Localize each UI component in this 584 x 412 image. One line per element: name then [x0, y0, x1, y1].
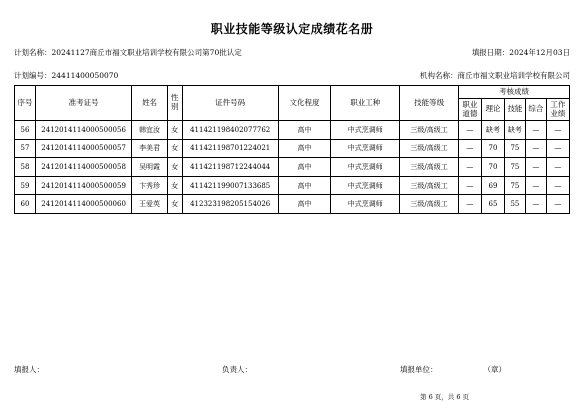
cell-skill: 55	[504, 195, 525, 214]
page-title: 职业技能等级认定成绩花名册	[210, 22, 374, 36]
header-skill: 技能	[504, 99, 525, 121]
unit-seal-label	[400, 364, 506, 375]
cell-skill: 缺考	[504, 121, 525, 140]
cell-job: 中式烹调师	[331, 195, 400, 214]
cell-theory: 缺考	[481, 121, 504, 140]
cell-name: 卞秀珍	[132, 176, 168, 195]
header-seq: 序号	[15, 86, 36, 121]
header-job: 职业工种	[331, 86, 400, 121]
header-exam-no: 准考证号	[35, 86, 131, 121]
cell-exam-no: 2412014114000500059	[35, 176, 131, 195]
cell-gender: 女	[167, 176, 182, 195]
cell-exam-no: 2412014114000500058	[35, 158, 131, 177]
unit-label: 填报单位：	[400, 365, 438, 374]
header-gender: 性别	[167, 86, 182, 121]
cell-gender: 女	[167, 121, 182, 140]
cell-name: 吴明霞	[132, 158, 168, 177]
cell-comprehensive: —	[525, 195, 546, 214]
cell-seq: 56	[15, 121, 36, 140]
cell-seq: 59	[15, 176, 36, 195]
table-row	[15, 176, 570, 195]
cell-comprehensive: —	[525, 176, 546, 195]
header-name: 姓名	[132, 86, 168, 121]
header-level: 技能等级	[400, 86, 459, 121]
fill-date: 填报日期：2024年12月03日	[471, 48, 570, 57]
cell-seq: 57	[15, 139, 36, 158]
table-row	[15, 195, 570, 214]
cell-education: 高中	[278, 195, 330, 214]
table-row	[15, 121, 570, 140]
cell-theory: 70	[481, 158, 504, 177]
cell-job: 中式烹调师	[331, 158, 400, 177]
cell-theory: 65	[481, 195, 504, 214]
cell-level: 三级/高级工	[400, 158, 459, 177]
header-performance: 工作业绩	[546, 99, 569, 121]
plan-name: 计划名称：20241127商丘市福文职业培训学校有限公司第70批认定	[14, 48, 242, 57]
cell-id-no: 411421198712244044	[182, 158, 278, 177]
cell-education: 高中	[278, 121, 330, 140]
header-id-no: 证件号码	[182, 86, 278, 121]
cell-level: 三级/高级工	[400, 139, 459, 158]
header-theory: 理论	[481, 99, 504, 121]
cell-id-no: 411421198701224021	[182, 139, 278, 158]
cell-job: 中式烹调师	[331, 176, 400, 195]
seal-label: （章）	[483, 365, 506, 374]
plan-number: 计划编号：24411400050070	[14, 71, 119, 80]
cell-exam-no: 2412014114000500057	[35, 139, 131, 158]
cell-seq: 58	[15, 158, 36, 177]
cell-ethics: —	[458, 195, 481, 214]
cell-education: 高中	[278, 158, 330, 177]
cell-skill: 75	[504, 176, 525, 195]
cell-level: 三级/高级工	[400, 121, 459, 140]
header-ethics: 职业道德	[458, 99, 481, 121]
cell-education: 高中	[278, 139, 330, 158]
organization-name: 机构名称：商丘市福文职业培训学校有限公司	[420, 71, 570, 80]
reporter-label: 填报人：	[14, 365, 44, 374]
cell-skill: 75	[504, 158, 525, 177]
cell-name: 王爱英	[132, 195, 168, 214]
cell-ethics: —	[458, 158, 481, 177]
cell-ethics: —	[458, 121, 481, 140]
cell-skill: 75	[504, 139, 525, 158]
score-roster-table	[14, 85, 570, 214]
cell-job: 中式烹调师	[331, 121, 400, 140]
cell-gender: 女	[167, 195, 182, 214]
cell-name: 韩宜汝	[132, 121, 168, 140]
cell-seq: 60	[15, 195, 36, 214]
cell-performance: —	[546, 139, 569, 158]
table-row	[15, 139, 570, 158]
cell-id-no: 412323198205154026	[182, 195, 278, 214]
page-indicator: 第 6 页，共 6 页	[420, 393, 470, 401]
cell-ethics: —	[458, 176, 481, 195]
cell-comprehensive: —	[525, 139, 546, 158]
header-education: 文化程度	[278, 86, 330, 121]
header-comprehensive: 综合	[525, 99, 546, 121]
cell-name: 李美君	[132, 139, 168, 158]
table-row	[15, 158, 570, 177]
cell-exam-no: 2412014114000500060	[35, 195, 131, 214]
cell-exam-no: 2412014114000500056	[35, 121, 131, 140]
cell-performance: —	[546, 176, 569, 195]
cell-performance: —	[546, 158, 569, 177]
cell-job: 中式烹调师	[331, 139, 400, 158]
cell-level: 三级/高级工	[400, 195, 459, 214]
header-scores: 考核成绩	[458, 86, 569, 99]
cell-theory: 70	[481, 139, 504, 158]
cell-level: 三级/高级工	[400, 176, 459, 195]
cell-comprehensive: —	[525, 158, 546, 177]
cell-performance: —	[546, 121, 569, 140]
cell-education: 高中	[278, 176, 330, 195]
cell-gender: 女	[167, 139, 182, 158]
cell-id-no: 411421198402077762	[182, 121, 278, 140]
leader-label: 负责人：	[222, 365, 252, 374]
cell-ethics: —	[458, 139, 481, 158]
cell-comprehensive: —	[525, 121, 546, 140]
cell-gender: 女	[167, 158, 182, 177]
cell-id-no: 411421199007133685	[182, 176, 278, 195]
cell-theory: 69	[481, 176, 504, 195]
cell-performance: —	[546, 195, 569, 214]
